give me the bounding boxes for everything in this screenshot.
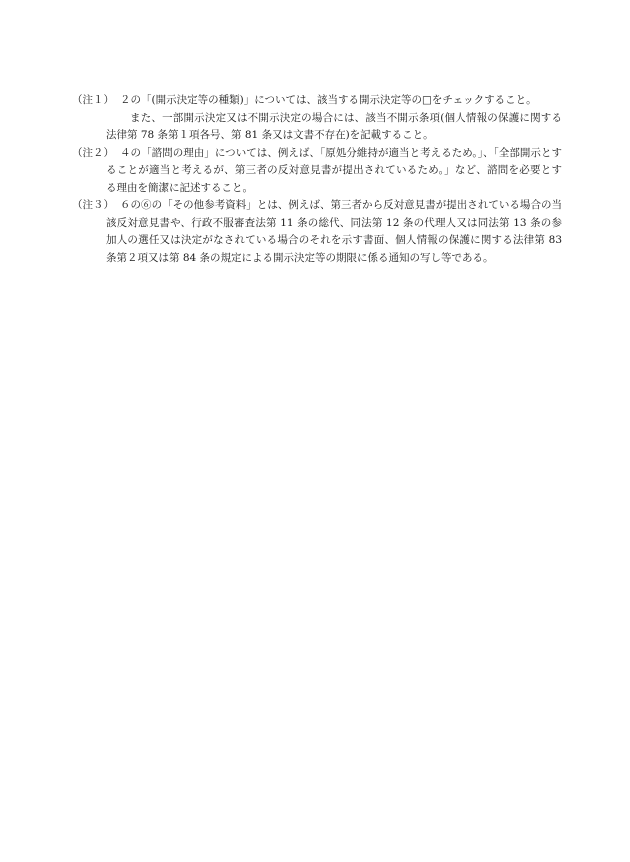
note-1-paragraph-1: ２の「(開示決定等の種類)」については、該当する開示決定等の□をチェックすること。	[120, 94, 537, 106]
note-2	[72, 145, 562, 198]
note-label: （注１）	[72, 94, 114, 106]
notes-section	[72, 92, 562, 267]
note-1-paragraph-2: また、一部開示決定又は不開示決定の場合には、該当不開示条項(個人情報の保護に関する法律第 78 条第１項各号、第 81 条又は文書不存在)を記載すること。	[106, 111, 562, 141]
note-1	[72, 92, 562, 145]
note-label: （注２）	[72, 146, 114, 159]
note-2-paragraph-1: ４の「諮問の理由」については、例えば、「原処分維持が適当と考えるため。」、「全部開示とすることが適当と考えるが、第三者の反対意見書が提出されているため。」など、諮問を必要とする理由を簡潔に記述すること。	[106, 146, 562, 194]
note-label: （注３）	[72, 199, 114, 211]
note-3	[72, 197, 562, 267]
note-3-paragraph-1: ６の⑥の「その他参考資料」とは、例えば、第三者から反対意見書が提出されている場合の当該反対意見書や、行政不服審査法第 11 条の総代、同法第 12 条の代理人又は同法第 13 条の参加人の選任又は決定がなされている場合のそれを示す書面、個人情報の保護に関する法律第 83 条第２項又は第 84 条の規定による開示決定等の期限に係る通知の写し等である。	[106, 199, 562, 264]
